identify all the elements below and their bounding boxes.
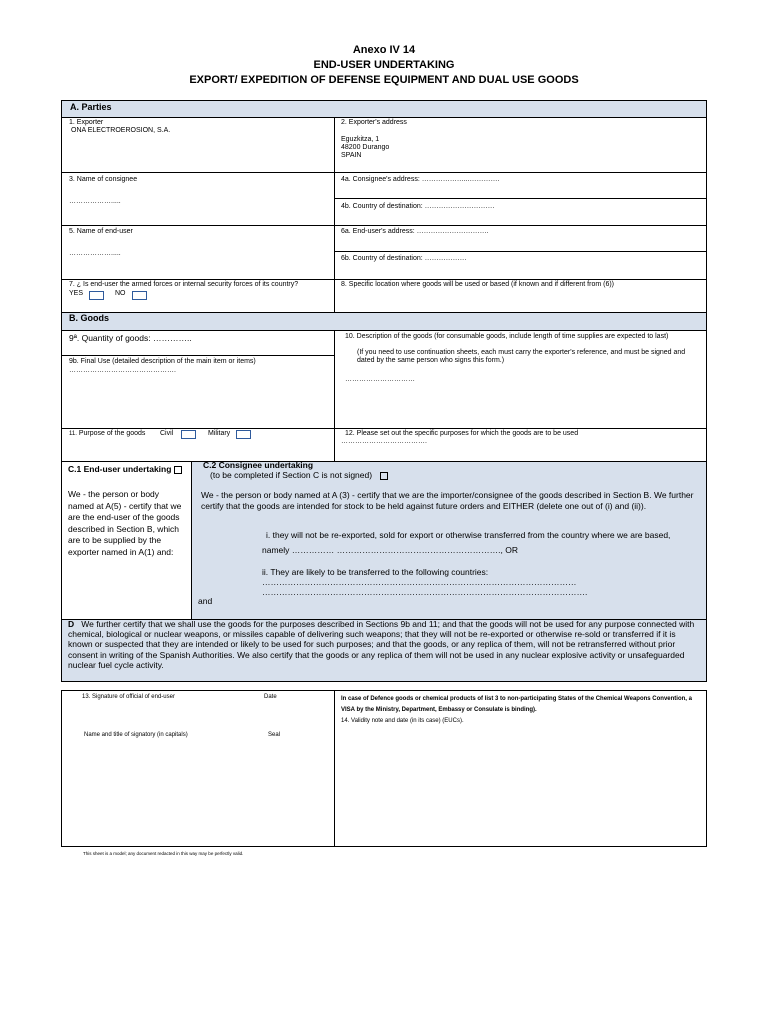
specific-purposes-field[interactable]: ………………………………. xyxy=(341,438,427,445)
civil-checkbox[interactable] xyxy=(181,430,196,439)
consignee-label: 3. Name of consignee xyxy=(69,176,138,183)
c2-countries-field-1[interactable]: ………………………………………………………………………………………………… xyxy=(262,577,577,587)
exporter-address-line1[interactable]: Eguzkitza, 1 xyxy=(341,136,380,143)
purpose-text: Purpose of the goods xyxy=(78,430,146,437)
exporter-address-label: 2. Exporter's address xyxy=(341,119,407,126)
enduser-label: 5. Name of end-user xyxy=(69,228,133,235)
final-use-field[interactable]: ………………………………………. xyxy=(69,367,176,374)
section-d-letter: D xyxy=(68,619,75,629)
c1-checkbox[interactable] xyxy=(174,466,182,474)
c2-sub-text: (to be completed if Section C is not signed) xyxy=(210,470,373,480)
military-checkbox[interactable] xyxy=(236,430,251,439)
enduser-field[interactable]: ………………..... xyxy=(69,250,121,257)
enduser-country-field[interactable]: 6b. Country of destination: ……………… xyxy=(341,255,467,262)
purpose-number: 11. xyxy=(69,431,77,437)
consignee-country-field[interactable]: 4b. Country of destination: ………………………… xyxy=(341,203,495,210)
footer-note: This sheet is a model; any document redacted in this way may be perfectly valid. xyxy=(83,851,244,856)
c2-and: and xyxy=(198,596,213,606)
consignee-field[interactable]: ………………..... xyxy=(69,198,121,205)
purpose-label xyxy=(69,430,145,438)
c2-text: We - the person or body named at A (3) - certify that we are the importer/consignee of the goods described in Section B. We further certify that the goods are intended for stock to be held against future orders and EITHER (delete one out of (i) and (ii)). xyxy=(201,490,694,511)
exporter-label: 1. Exporter xyxy=(69,119,104,126)
section-b-heading: B. Goods xyxy=(69,313,109,323)
final-use-label: 9b. Final Use (detailed description of the main item or items) xyxy=(69,358,256,365)
military-label: Military xyxy=(208,430,231,437)
c2-namely-field[interactable]: namely …………… …………………………………………………., OR xyxy=(262,545,518,555)
exporter-address-line3[interactable]: SPAIN xyxy=(341,152,362,159)
civil-label: Civil xyxy=(160,430,174,437)
yes-label: YES xyxy=(69,290,84,297)
form-subtitle: EXPORT/ EXPEDITION OF DEFENSE EQUIPMENT AND DUAL USE GOODS xyxy=(189,74,579,86)
specific-purposes-label: 12. Please set out the specific purposes for which the goods are to be used xyxy=(345,430,579,437)
validity-label: 14. Validity note and date (in its case) (EUCs). xyxy=(341,718,464,724)
c2-heading: C.2 Consignee undertaking xyxy=(203,460,314,470)
yes-checkbox[interactable] xyxy=(89,291,104,300)
description-field[interactable]: ………………………… xyxy=(345,376,415,383)
armed-forces-question: 7. ¿ Is end-user the armed forces or internal security forces of its country? xyxy=(69,281,299,288)
no-label: NO xyxy=(115,290,126,297)
enduser-address-field[interactable]: 6a. End-user's address: …………………………. xyxy=(341,228,489,235)
c1-heading-text: C.1 End-user undertaking xyxy=(68,464,172,474)
c1-text: We - the person or body named at A(5) - certify that we are the end-user of the goods described in Section B, which are to be supplied by the exporter named in A(1) and: xyxy=(68,489,182,557)
c2-option-i: i. they will not be re-exported, sold for export or otherwise transferred from the country where we are based, xyxy=(266,530,671,540)
date-label: Date xyxy=(264,694,277,700)
section-a-header xyxy=(62,101,706,117)
exporter-address-line2[interactable]: 48200 Durango xyxy=(341,144,390,151)
section-d-body: We further certify that we shall use the goods for the purposes described in Sections 9b and 11; and that the goods will not be used for any purpose connected with chemical, biological or nuclear weapons, or missiles capable of delivering such weapons; that they will not be re-exported or otherwise re-sold or transferred if it is known or suspected that they are intended or likely to be used for such purposes; and that the goods, or any replica of them, will not be retransferred without prior consent in writing of the Spanish Authorities. We also certify that the goods or any replica of them will not be used in any nuclear explosive activity or unsafeguarded nuclear fuel cycle activity. xyxy=(68,619,695,670)
c1-heading xyxy=(68,464,182,475)
section-a-heading: A. Parties xyxy=(70,102,112,112)
form-number: Anexo IV 14 xyxy=(352,44,416,56)
description-note: (If you need to use continuation sheets, each must carry the exporter's reference, and must be signed and dated by the same person who signs this form.) xyxy=(357,349,686,364)
form-title: END-USER UNDERTAKING xyxy=(313,59,455,71)
seal-label: Seal xyxy=(268,732,281,738)
visa-note: In case of Defence goods or chemical products of list 3 to non-participating States of the Chemical Weapons Convention, a VISA by the Ministry, Department, Embassy or Consulate is binding). xyxy=(341,696,692,713)
location-field[interactable]: 8. Specific location where goods will be used or based (if known and if different from (6)) xyxy=(341,281,615,288)
quantity-field[interactable]: 9ª. Quantity of goods: ………….. xyxy=(69,333,192,343)
signatory-name-label: Name and title of signatory (in capitals) xyxy=(84,732,188,738)
signature-label: 13. Signature of official of end-user xyxy=(82,694,175,700)
no-checkbox[interactable] xyxy=(132,291,147,300)
section-d-text xyxy=(68,619,700,670)
c2-countries-field-2[interactable]: ……………………………………………………………………………………………………. xyxy=(262,587,588,597)
c2-option-ii: ii. They are likely to be transferred to the following countries: xyxy=(262,567,489,577)
section-b-header xyxy=(62,313,706,330)
exporter-value[interactable]: ONA ELECTROEROSION, S.A. xyxy=(71,127,171,134)
c2-checkbox[interactable] xyxy=(380,472,388,480)
consignee-address-field[interactable]: 4a. Consignee's address: ………………...…………. xyxy=(341,176,500,183)
description-label: 10. Description of the goods (for consumable goods, include length of time supplies are expected to last) xyxy=(345,333,669,340)
c2-sub xyxy=(210,470,388,481)
